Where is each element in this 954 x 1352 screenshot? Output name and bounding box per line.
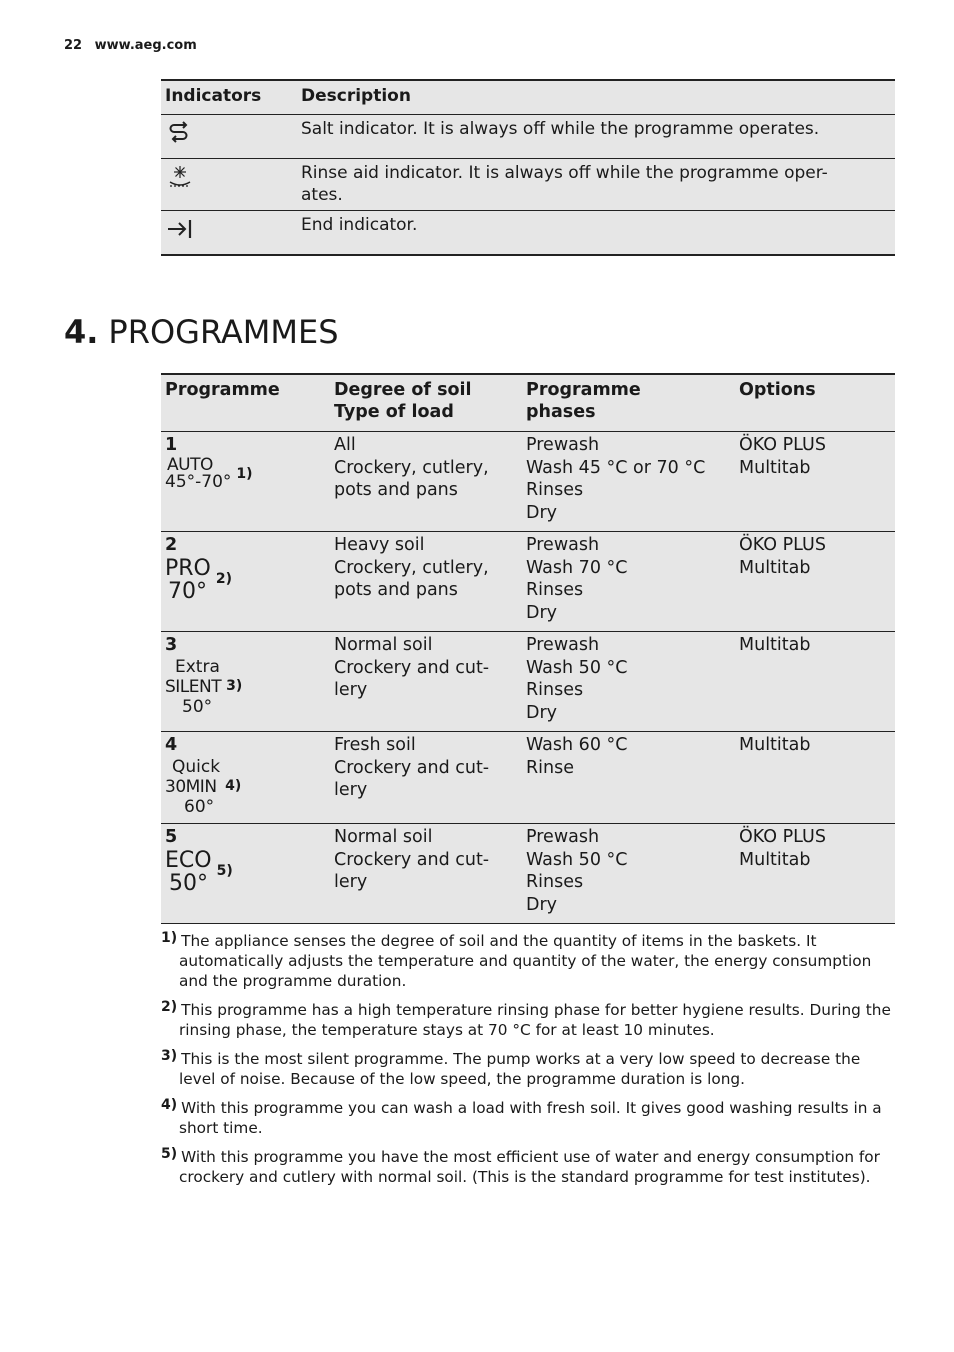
programme-symbol [165, 557, 211, 603]
rinse-aid-indicator-icon [165, 162, 195, 192]
indicators-table [161, 79, 895, 256]
indicator-cell [161, 115, 297, 159]
programme-number: 4 [165, 735, 178, 755]
table-row [161, 532, 895, 632]
footnotes [161, 928, 895, 1193]
table-row [161, 115, 895, 159]
options-cell: ÖKO PLUS Multitab [735, 432, 895, 532]
footnote-text: With this programme you have the most efficient use of water and energy consumption for crockery and cutlery with normal soil. (This is the standard programme for test institutes). [179, 1148, 880, 1186]
phases-cell: Prewash Wash 70 °C Rinses Dry [522, 532, 735, 632]
footnote [161, 1144, 895, 1187]
programme-symbol-line: 45°-70° [165, 472, 232, 493]
footnote-text: This is the most silent programme. The pump works at a very low speed to decrease the level of noise. Because of the low speed, the programme duration is long. [179, 1050, 861, 1088]
indicators-header-row [161, 80, 895, 115]
programme-symbol [165, 757, 220, 817]
programme-symbol-line: AUTO [167, 454, 213, 475]
footnote-mark: 1) [161, 930, 178, 946]
options-cell: Multitab [735, 732, 895, 824]
phases-cell: Prewash Wash 50 °C Rinses Dry [522, 632, 735, 732]
soil-column-header: Degree of soil Type of load [330, 374, 522, 432]
soil-cell: Fresh soil Crockery and cut- lery [330, 732, 522, 824]
footnote-text: With this programme you can wash a load with fresh soil. It gives good washing results in a short time. [179, 1099, 882, 1137]
footnote-text: This programme has a high temperature rinsing phase for better hygiene results. During the rinsing phase, the temperature stays at 70 °C for at least 10 minutes. [179, 1001, 891, 1039]
section-number: 4. [64, 313, 99, 351]
indicators-column-header: Indicators [161, 80, 297, 115]
indicator-description: Salt indicator. It is always off while the programme operates. [297, 115, 895, 159]
programme-number: 3 [165, 635, 178, 655]
programmes-header-row [161, 374, 895, 432]
end-indicator-icon [165, 214, 195, 244]
indicator-description: End indicator. [297, 211, 895, 256]
table-row [161, 211, 895, 256]
footnote-ref: 4) [225, 778, 242, 795]
table-row [161, 159, 895, 211]
phases-cell: Prewash Wash 45 °C or 70 °C Rinses Dry [522, 432, 735, 532]
programme-symbol-line: ECO [165, 847, 212, 873]
programme-cell [161, 432, 330, 532]
indicator-cell [161, 211, 297, 256]
page-header [64, 38, 197, 53]
options-cell: ÖKO PLUS Multitab [735, 824, 895, 924]
programme-symbol-line: 30MIN [165, 776, 217, 797]
indicator-description: Rinse aid indicator. It is always off while the programme oper- ates. [297, 159, 895, 211]
programme-number: 1 [165, 435, 178, 455]
footnote-ref: 5) [216, 863, 233, 880]
site-url[interactable]: www.aeg.com [94, 38, 197, 53]
programme-symbol-line: 50° [169, 870, 208, 896]
section-title [64, 313, 339, 351]
programme-column-header: Programme [161, 374, 330, 432]
programme-symbol-line: 50° [182, 696, 213, 717]
programme-symbol-line: Quick [172, 756, 221, 777]
page-number: 22 [64, 38, 83, 53]
options-column-header: Options [735, 374, 895, 432]
soil-cell: Normal soil Crockery and cut- lery [330, 632, 522, 732]
salt-indicator-icon [165, 118, 195, 148]
soil-cell: Normal soil Crockery and cut- lery [330, 824, 522, 924]
footnote-text: The appliance senses the degree of soil and the quantity of items in the baskets. It automatically adjusts the temperature and quantity of the water, the energy consumption and the programme duration. [179, 932, 872, 990]
programme-symbol-line: 60° [184, 796, 215, 817]
options-cell: ÖKO PLUS Multitab [735, 532, 895, 632]
soil-cell: All Crockery, cutlery, pots and pans [330, 432, 522, 532]
footnote-mark: 5) [161, 1146, 178, 1162]
footnote [161, 1046, 895, 1089]
programme-cell [161, 532, 330, 632]
footnote-ref: 1) [236, 466, 253, 483]
footnote [161, 928, 895, 991]
table-row [161, 432, 895, 532]
programme-number: 2 [165, 535, 178, 555]
programme-cell [161, 732, 330, 824]
soil-cell: Heavy soil Crockery, cutlery, pots and pans [330, 532, 522, 632]
footnote-mark: 2) [161, 999, 178, 1015]
programme-symbol [165, 657, 221, 717]
footnote-mark: 4) [161, 1097, 178, 1113]
footnote [161, 1095, 895, 1138]
table-row [161, 732, 895, 824]
table-row [161, 632, 895, 732]
programme-symbol-line: Extra [175, 656, 220, 677]
programme-symbol [165, 849, 212, 895]
programmes-table [161, 373, 895, 924]
programme-cell [161, 632, 330, 732]
programme-symbol [165, 454, 232, 493]
section-heading: PROGRAMMES [108, 313, 339, 351]
footnote [161, 997, 895, 1040]
phases-cell: Wash 60 °C Rinse [522, 732, 735, 824]
indicator-cell [161, 159, 297, 211]
programme-symbol-line: SILENT [165, 676, 222, 697]
phases-column-header: Programme phases [522, 374, 735, 432]
options-cell: Multitab [735, 632, 895, 732]
programme-number: 5 [165, 827, 178, 847]
programme-symbol-line: 70° [168, 578, 207, 604]
table-row [161, 824, 895, 924]
footnote-ref: 2) [215, 571, 233, 588]
description-column-header: Description [297, 80, 895, 115]
footnote-mark: 3) [161, 1048, 178, 1064]
phases-cell: Prewash Wash 50 °C Rinses Dry [522, 824, 735, 924]
programme-cell [161, 824, 330, 924]
programme-symbol-line: PRO [165, 555, 211, 581]
footnote-ref: 3) [226, 678, 243, 695]
